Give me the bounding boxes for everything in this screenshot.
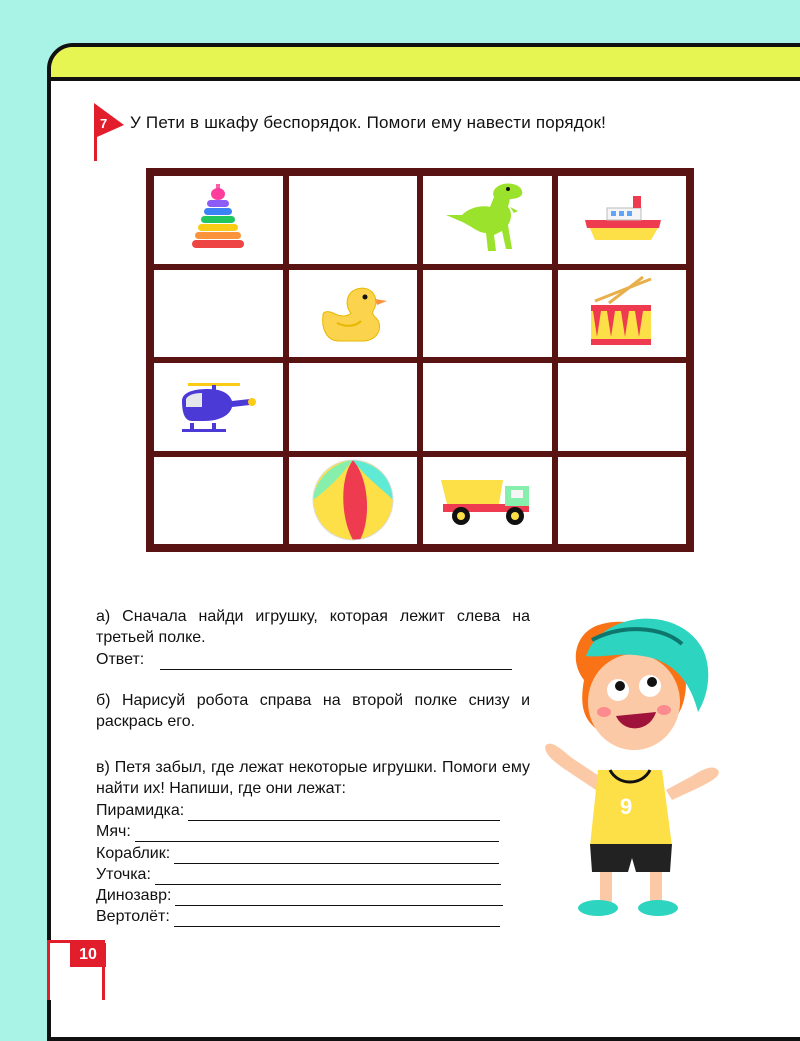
task-title: У Пети в шкафу беспорядок. Помоги ему навести порядок! (130, 113, 607, 132)
truck-toy-icon (437, 470, 537, 530)
drum-toy-icon (577, 273, 667, 353)
boat-toy-icon (577, 190, 667, 250)
answer-line[interactable] (174, 847, 499, 864)
answer-row-dinosaur (96, 885, 503, 906)
answer-label: Динозавр: (96, 887, 172, 904)
answer-a-line[interactable] (160, 653, 512, 670)
shelf-cell (286, 454, 421, 548)
shelf-cell (151, 454, 286, 548)
answer-a-row (96, 649, 512, 670)
answer-row-boat (96, 843, 499, 864)
shelf-cell (286, 267, 421, 361)
task-number: 7 (100, 116, 108, 131)
answer-label: Кораблик: (96, 845, 171, 862)
boy-illustration (532, 600, 732, 930)
shelf-cell (420, 360, 555, 454)
answer-row-helicopter (96, 906, 500, 927)
duck-toy-icon (313, 281, 393, 346)
answer-line[interactable] (135, 825, 499, 842)
shelf-cell (420, 454, 555, 548)
pyramid-toy-icon (183, 182, 253, 257)
shirt-number: 9 (620, 794, 633, 819)
helicopter-toy-icon (168, 377, 268, 437)
shelf-cell (420, 173, 555, 267)
shelf-cell (151, 173, 286, 267)
shelf-cell (151, 267, 286, 361)
dinosaur-toy-icon (442, 177, 532, 262)
answer-row-duck (96, 864, 501, 885)
answer-label: Пирамидка: (96, 802, 185, 819)
answer-row-ball (96, 821, 499, 842)
shelf-cell (151, 360, 286, 454)
answer-label: Мяч: (96, 823, 131, 840)
shelf-cell (555, 267, 690, 361)
question-b: б) Нарисуй робота справа на второй полке снизу и раскрась его. (96, 692, 530, 730)
answer-a-label: Ответ: (96, 651, 145, 668)
shelf-cell (286, 173, 421, 267)
question-c: в) Петя забыл, где лежат некоторые игрушки. Помоги ему найти их! Напиши, где они лежат: (96, 759, 530, 797)
shelf-cell (286, 360, 421, 454)
shelf-cell (555, 173, 690, 267)
page-number: 10 (70, 943, 106, 967)
answer-line[interactable] (188, 804, 500, 821)
page-header-band (51, 47, 800, 81)
question-a: а) Сначала найди игрушку, которая лежит слева на третьей полке. (96, 608, 530, 646)
shelf-grid (146, 168, 694, 552)
answer-line[interactable] (174, 910, 500, 927)
answer-line[interactable] (155, 868, 501, 885)
task-number-flag (90, 103, 130, 163)
answer-row-pyramid (96, 800, 500, 821)
shelf-cell (555, 360, 690, 454)
ball-toy-icon (310, 457, 396, 543)
answer-label: Уточка: (96, 866, 151, 883)
shelf-cell (420, 267, 555, 361)
shelf-cell (555, 454, 690, 548)
answer-label: Вертолёт: (96, 908, 170, 925)
answer-line[interactable] (175, 889, 503, 906)
